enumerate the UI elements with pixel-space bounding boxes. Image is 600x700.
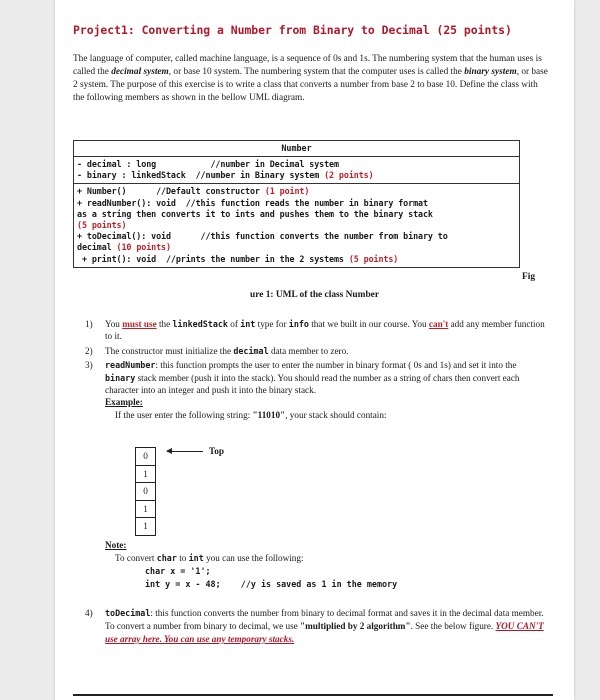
uml-attributes <box>74 157 519 184</box>
code-line: int y = x - 48; //y is saved as 1 in the memory <box>145 579 398 589</box>
inline-code: int <box>188 553 204 563</box>
uml-points: (10 points) <box>116 242 171 253</box>
intro-text-1: The language of computer, called machine language, is a sequence of 0s and 1s. The numbering system that the human uses is called the <box>73 54 542 77</box>
inline-code: binary <box>105 372 136 383</box>
uml-operation-text: decimal <box>77 242 117 253</box>
stack-cell: 1 <box>136 466 155 484</box>
bottom-divider <box>73 694 553 696</box>
text-span: The constructor must initialize the <box>105 345 234 356</box>
text-span: to <box>176 553 189 563</box>
intro-text-2: , or base 10 system. The numbering system that the computer uses is called the <box>168 66 465 77</box>
uml-operation-text: + Number() //Default constructor <box>77 186 265 197</box>
uml-operation-text: + print(): void //prints the number in the 2 systems <box>77 253 349 264</box>
note-section <box>105 539 535 591</box>
text-span: You <box>105 319 123 329</box>
emphasis-cant: can't <box>428 319 449 329</box>
text-span: If the user enter the following string: <box>115 409 253 420</box>
text-span: the <box>156 319 173 329</box>
uml-operation-text: + readNumber(): void //this function reads the number in binary format <box>77 197 428 208</box>
text-span: that we built in our course. You <box>308 319 429 329</box>
intro-term-decimal: decimal system <box>111 66 169 77</box>
emphasis-must-use: must use <box>122 319 157 329</box>
code-line: char x = '1'; <box>145 566 211 576</box>
arrow-left-icon <box>167 451 203 452</box>
stack-cell: 1 <box>136 501 155 519</box>
uml-operation-row <box>77 231 516 242</box>
uml-attribute-text: - decimal : long //number in Decimal system <box>77 159 339 169</box>
uml-operations <box>74 184 519 266</box>
text-span: you can use the following: <box>203 553 304 563</box>
list-item-body <box>85 607 545 646</box>
figure-label-fragment: Fig <box>522 272 536 282</box>
inline-code: decimal <box>233 345 269 356</box>
document-page <box>55 0 574 700</box>
intro-term-binary: binary system <box>464 66 517 77</box>
uml-points: (2 points) <box>324 170 374 181</box>
text-span: . See the below figure. <box>410 621 496 631</box>
uml-operation-row <box>77 254 516 265</box>
uml-attribute-text: - binary : linkedStack //number in Binary system <box>77 170 325 181</box>
intro-paragraph <box>73 53 551 105</box>
requirements-list <box>85 318 545 423</box>
uml-points: (5 points) <box>348 253 399 264</box>
note-text <box>105 552 535 565</box>
list-item-number: 2) <box>85 345 93 356</box>
text-span: To convert <box>115 553 157 563</box>
figure-caption: ure 1: UML of the class Number <box>250 290 379 300</box>
inline-code: readNumber <box>105 360 156 371</box>
text-span: type for <box>255 319 289 329</box>
uml-points: (5 points) <box>77 220 127 231</box>
list-item-number: 3) <box>85 360 93 371</box>
uml-operation-text: + toDecimal(): void //this function converts the number from binary to <box>77 231 448 242</box>
inline-code: linkedStack <box>172 319 228 329</box>
uml-points: (1 point) <box>264 186 310 197</box>
uml-operation-row <box>77 220 516 231</box>
warning-link-text: YOU CAN'T use array here. You can use any temporary stacks. <box>105 621 544 644</box>
example-text <box>105 409 545 421</box>
example-value: "11010" <box>252 409 286 420</box>
uml-operation-row <box>77 209 516 220</box>
text-span: data member to zero. <box>268 345 349 356</box>
list-item <box>85 318 545 343</box>
text-span: , your stack should contain: <box>285 409 387 420</box>
stack-top-label: Top <box>209 446 224 456</box>
list-item <box>85 359 545 421</box>
list-item-number: 4) <box>85 608 93 618</box>
stack-diagram <box>135 447 156 536</box>
text-span: : this function converts the number from binary to decimal format and saves it in the decimal data member. To convert a number from binary to decimal, we use <box>105 608 544 631</box>
page-title: Project1: Converting a Number from Binary to Decimal (25 points) <box>73 23 512 37</box>
stack-cell: 1 <box>143 521 148 531</box>
emphasis-algorithm: "multiplied by 2 algorithm" <box>300 621 411 631</box>
inline-code: int <box>240 319 256 329</box>
list-item <box>85 607 545 648</box>
uml-operation-row <box>77 186 516 197</box>
text-span: of <box>227 319 241 329</box>
inline-code: info <box>288 319 309 329</box>
text-span: add any member function to it. <box>105 319 545 342</box>
stack-cell: 0 <box>136 483 155 501</box>
stack-cell: 0 <box>136 448 155 466</box>
uml-class-diagram <box>73 140 520 268</box>
inline-code: toDecimal <box>105 608 151 618</box>
text-span: : this function prompts the user to enter the number in binary format ( 0s and 1s) and set it into the <box>155 360 517 371</box>
uml-operation-row <box>77 242 516 253</box>
intro-text-3: , or base 2 system. The purpose of this exercise is to write a class that converts a number from base 2 to base 10. Define the class with the following members as shown in the bellow UML diagram. <box>73 66 548 103</box>
note-label: Note: <box>105 540 127 550</box>
uml-operation-text: as a string then converts it to ints and pushes them to the binary stack <box>77 208 433 219</box>
uml-attribute-row <box>77 170 516 181</box>
uml-operation-row <box>77 198 516 209</box>
inline-code: char <box>156 553 177 563</box>
list-item-number: 1) <box>85 319 93 329</box>
uml-attribute-row <box>77 159 516 170</box>
list-item <box>85 345 545 357</box>
example-heading: Example: <box>105 397 143 408</box>
text-span: stack member (push it into the stack). You should read the number as a string of chars then convert each character into an integer and push it into the binary stack. <box>105 372 520 396</box>
uml-class-name: Number <box>74 141 519 157</box>
